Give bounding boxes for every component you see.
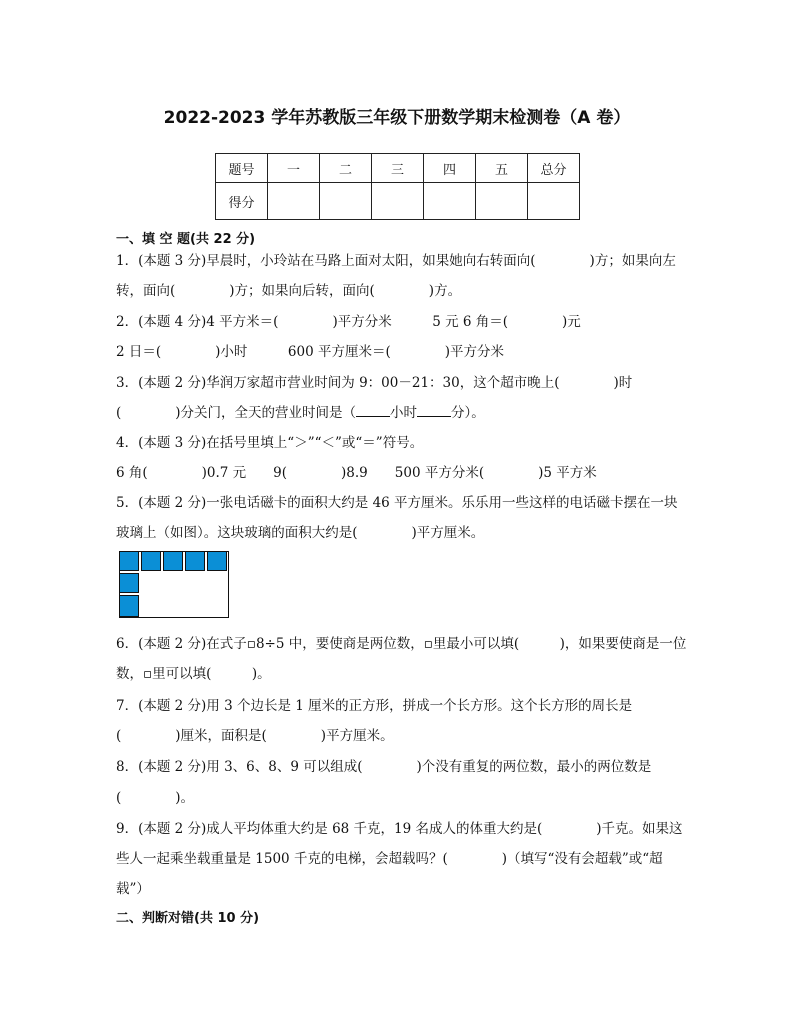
question-6-line-1: 6．(本题 2 分)在式子▫8÷5 中，要使商是两位数，▫里最小可以填( )，如果要使商是一位 — [116, 636, 687, 652]
phone-card — [141, 551, 161, 571]
phone-card — [185, 551, 205, 571]
score-header-cell: 四 — [424, 154, 476, 183]
question-8-line-2: ( )。 — [116, 790, 195, 806]
answer-underline[interactable] — [417, 404, 451, 417]
question-1-line-1: 1．(本题 3 分)早晨时，小玲站在马路上面对太阳，如果她向右转面向( )方；如果向左 — [116, 253, 676, 269]
score-header-cell: 一 — [268, 154, 320, 183]
answer-underline[interactable] — [356, 404, 390, 417]
phone-card — [119, 595, 139, 617]
question-3-text-c: 分）。 — [451, 405, 485, 421]
question-2-line-1: 2．(本题 4 分)4 平方米＝( )平方分米 5 元 6 角＝( )元 — [116, 314, 581, 330]
question-9-line-2: 些人一起乘坐载重量是 1500 千克的电梯，会超载吗？( )（填写“没有会超载”或“超 — [116, 851, 663, 867]
section-heading-true-false: 二、判断对错(共 10 分) — [116, 911, 260, 926]
score-table-score-row — [216, 183, 580, 220]
score-header-cell: 总分 — [528, 154, 580, 183]
score-input-cell[interactable] — [320, 183, 372, 220]
score-header-cell: 三 — [372, 154, 424, 183]
phone-card — [163, 551, 183, 571]
score-input-cell[interactable] — [528, 183, 580, 220]
question-3-text-b: 小时 — [390, 405, 418, 421]
question-3-text-a: ( )分关门，全天的营业时间是（ — [116, 405, 357, 421]
score-input-cell[interactable] — [476, 183, 528, 220]
question-4-line-2: 6 角( )0.7 元 9( )8.9 500 平方分米( )5 平方米 — [116, 465, 597, 481]
phone-card — [119, 573, 139, 593]
question-7-line-2: ( )厘米，面积是( )平方厘米。 — [116, 728, 394, 744]
phone-card — [119, 551, 139, 571]
question-7-line-1: 7．(本题 2 分)用 3 个边长是 1 厘米的正方形，拼成一个长方形。这个长方形的周长是 — [116, 698, 633, 714]
question-5-line-2: 玻璃上（如图）。这块玻璃的面积大约是( )平方厘米。 — [116, 525, 485, 541]
question-3-line-1: 3．(本题 2 分)华润万家超市营业时间为 9：00－21：30，这个超市晚上( )时 — [116, 375, 633, 391]
phone-card — [207, 551, 227, 571]
question-2-line-2: 2 日＝( )小时 600 平方厘米＝( )平方分米 — [116, 344, 505, 360]
score-table-header-row — [216, 154, 580, 183]
page-title: 2022-2023 学年苏教版三年级下册数学期末检测卷（A 卷） — [163, 108, 631, 128]
score-header-cell: 题号 — [216, 154, 268, 183]
question-4-line-1: 4．(本题 3 分)在括号里填上“＞”“＜”或“＝”符号。 — [116, 435, 424, 451]
section-heading-fill-blank: 一、填 空 题(共 22 分) — [116, 232, 256, 247]
question-8-line-1: 8．(本题 2 分)用 3、6、8、9 可以组成( )个没有重复的两位数，最小的两位数是 — [116, 759, 652, 775]
score-header-cell: 五 — [476, 154, 528, 183]
question-1-line-2: 转，面向( )方；如果向后转，面向( )方。 — [116, 283, 462, 299]
score-input-cell[interactable] — [268, 183, 320, 220]
question-6-line-2: 数，▫里可以填( )。 — [116, 666, 271, 682]
score-header-cell: 二 — [320, 154, 372, 183]
score-input-cell[interactable] — [372, 183, 424, 220]
question-9-line-1: 9．(本题 2 分)成人平均体重大约是 68 千克，19 名成人的体重大约是( )千克。如果这 — [116, 821, 683, 837]
question-9-line-3: 载”） — [116, 881, 150, 897]
question-5-line-1: 5．(本题 2 分)一张电话磁卡的面积大约是 46 平方厘米。乐乐用一些这样的电话磁卡摆在一块 — [116, 495, 678, 511]
question-3-line-2 — [116, 401, 485, 421]
score-input-cell[interactable] — [424, 183, 476, 220]
score-table — [215, 153, 580, 220]
score-row-label: 得分 — [216, 183, 268, 220]
